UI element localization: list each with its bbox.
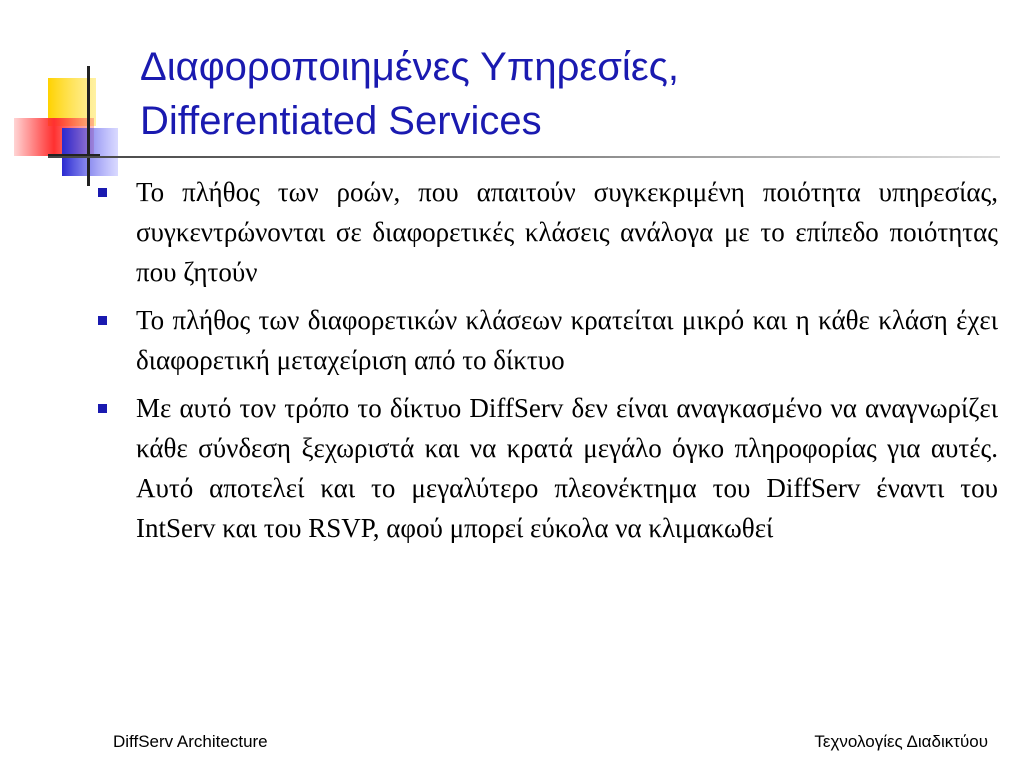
title-line-1: Διαφοροποιημένες Υπηρεσίες, [140, 45, 680, 89]
footer-right-text: Τεχνολογίες Διαδικτύου [814, 732, 988, 751]
slide-logo-decoration [0, 0, 140, 190]
title-line-2: Differentiated Services [140, 99, 542, 143]
logo-vertical-line [87, 66, 90, 186]
list-item [96, 172, 998, 292]
square-bullet-icon [98, 316, 107, 325]
footer-left-text: DiffServ Architecture [113, 732, 268, 751]
list-item [96, 388, 998, 548]
bullet-text: Με αυτό τον τρόπο το δίκτυο DiffServ δεν είναι αναγκασμένο να αναγνωρίζει κάθε σύνδεση ξεχωριστά και να κρατά μεγάλο όγκο πληροφορίας για αυτές. Αυτό αποτελεί και το μεγαλύτερο πλεονέκτημα του DiffServ έναντι του IntServ και του RSVP, αφού μπορεί εύκολα να κλιμακωθεί [136, 393, 998, 543]
square-bullet-icon [98, 188, 107, 197]
title-divider [48, 156, 1000, 158]
bullet-list [96, 172, 998, 556]
bullet-text: Το πλήθος των ροών, που απαιτούν συγκεκριμένη ποιότητα υπηρεσίας, συγκεντρώνονται σε διαφορετικές κλάσεις ανάλογα με το επίπεδο ποιότητας που ζητούν [136, 177, 998, 287]
list-item [96, 300, 998, 380]
square-bullet-icon [98, 404, 107, 413]
page-title [140, 40, 1000, 148]
bullet-text: Το πλήθος των διαφορετικών κλάσεων κρατείται μικρό και η κάθε κλάση έχει διαφορετική μεταχείριση από το δίκτυο [136, 305, 998, 375]
